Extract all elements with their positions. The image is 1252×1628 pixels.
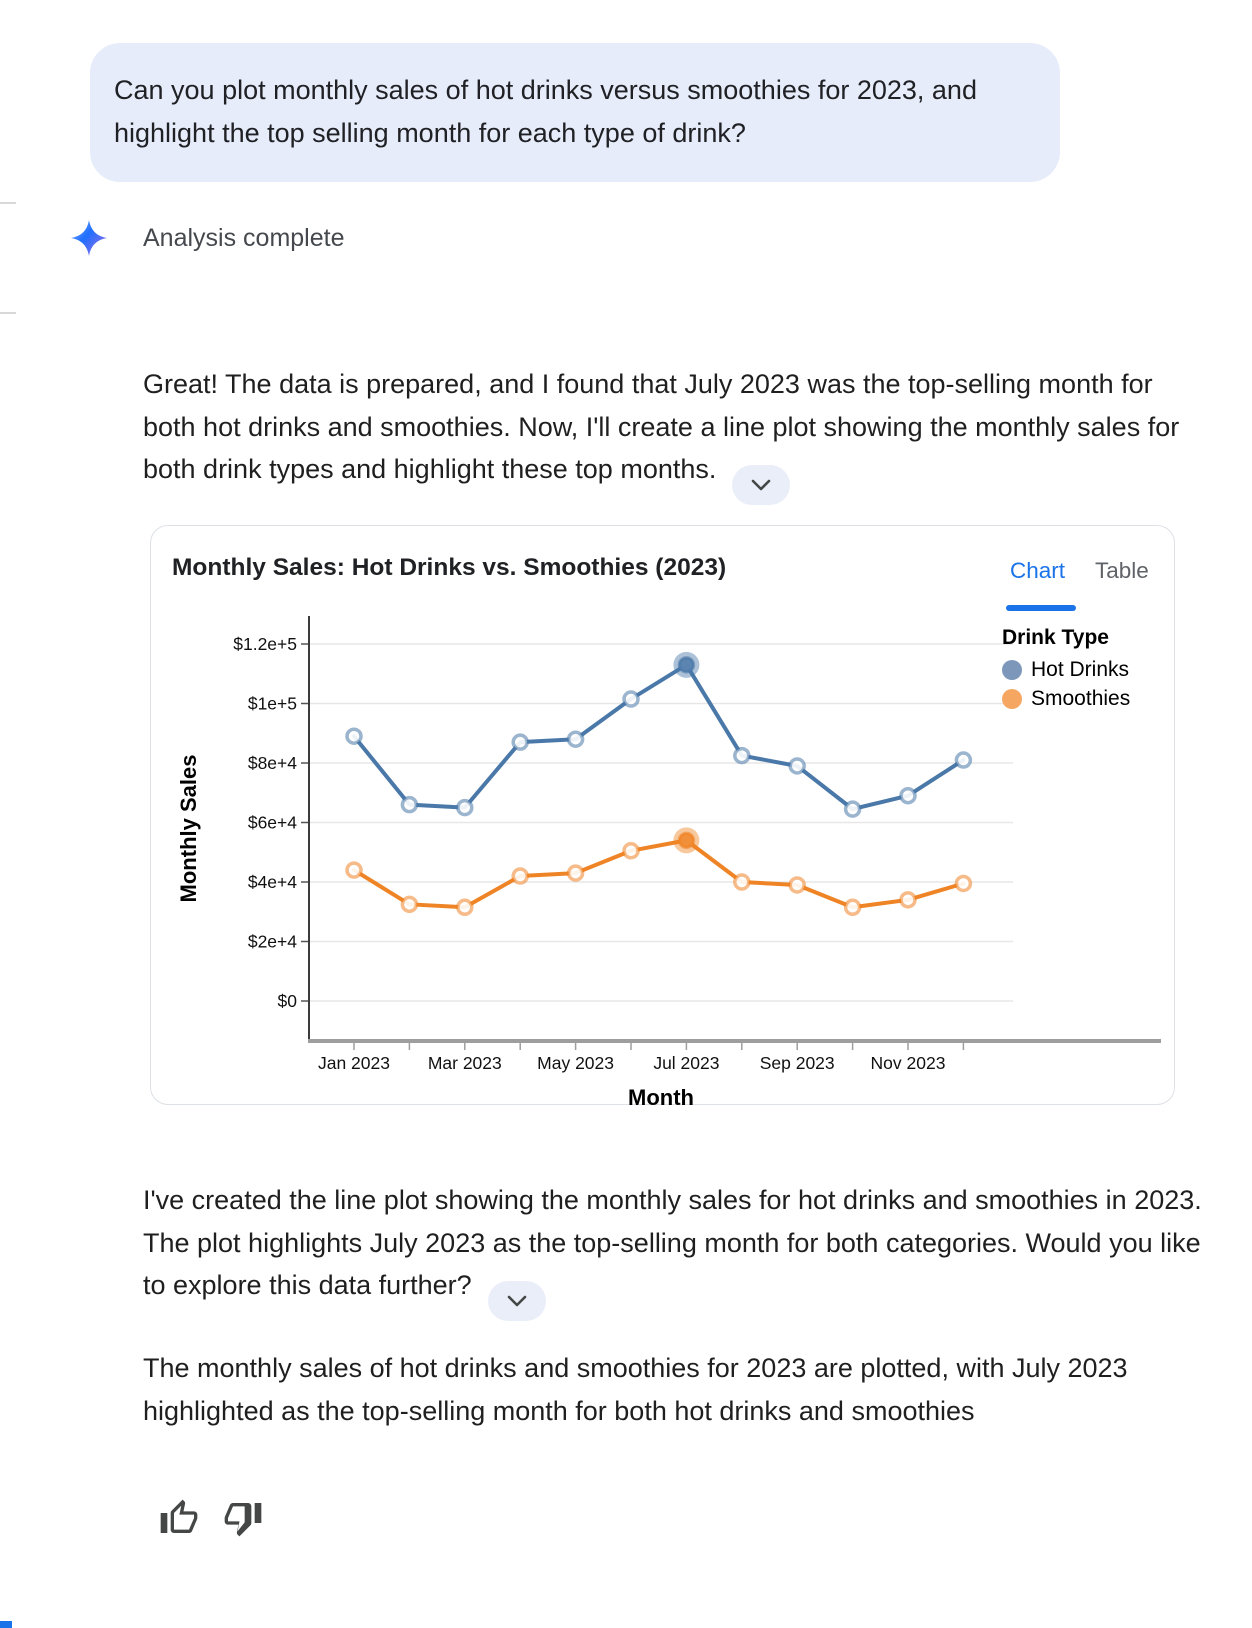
thumb-down-button[interactable] (222, 1498, 264, 1540)
series-line-smoothies (354, 840, 963, 907)
data-point (458, 900, 472, 914)
data-point (402, 897, 416, 911)
status-label: Analysis complete (143, 223, 345, 252)
legend-title: Drink Type (1002, 626, 1109, 649)
data-point (846, 802, 860, 816)
x-tick-label: Jan 2023 (317, 1053, 391, 1073)
highlight-marker-core (679, 833, 694, 848)
data-point (458, 801, 472, 815)
series-line-hot-drinks (354, 665, 963, 809)
thumb-up-icon (159, 1498, 199, 1538)
data-point (790, 878, 804, 892)
y-tick-label: $1e+5 (247, 693, 297, 714)
gemini-sparkle-icon (71, 220, 107, 256)
y-tick-label: $6e+4 (247, 812, 297, 833)
assistant-paragraph-3: The monthly sales of hot drinks and smoothies for 2023 are plotted, with July 2023 highlighted as the top-selling month for both hot drinks and smoothies (143, 1353, 1128, 1426)
y-tick-label: $2e+4 (247, 931, 297, 952)
legend-item-smoothies[interactable]: Smoothies (1002, 687, 1130, 711)
y-tick-label: $1.2e+5 (233, 634, 297, 654)
data-point (402, 798, 416, 812)
x-tick-label: Nov 2023 (870, 1053, 946, 1073)
legend-item-hot-drinks[interactable]: Hot Drinks (1002, 658, 1130, 682)
chart-legend (1002, 626, 1130, 711)
tab-table[interactable]: Table (1095, 558, 1149, 583)
user-message-text: Can you plot monthly sales of hot drinks versus smoothies for 2023, and highlight the top selling month for each type of drink? (114, 75, 977, 148)
data-point (513, 869, 527, 883)
data-point (901, 789, 915, 803)
data-point (624, 692, 638, 706)
feedback-bar (158, 1498, 264, 1540)
smoothies-dot-icon (1002, 689, 1022, 709)
left-edge-tick (0, 312, 16, 314)
x-tick-label: Mar 2023 (427, 1053, 502, 1073)
data-point (569, 866, 583, 880)
data-point (956, 753, 970, 767)
hot-drinks-dot-icon (1002, 660, 1022, 680)
data-point (790, 759, 804, 773)
data-point (569, 732, 583, 746)
x-axis-title: Month (628, 1085, 694, 1106)
analysis-status (71, 220, 344, 256)
data-point (513, 735, 527, 749)
y-tick-label: $8e+4 (247, 753, 297, 773)
assistant-paragraph-2: I've created the line plot showing the monthly sales for hot drinks and smoothies in 2023. The plot highlights July 2023 as the top-selling month for both categories. Would you like to explore this data further? (143, 1179, 1203, 1321)
expand-details-button[interactable] (732, 465, 790, 505)
thumb-down-icon (223, 1498, 263, 1538)
chevron-down-icon (751, 479, 771, 491)
x-tick-label: Jul 2023 (653, 1053, 720, 1073)
chart-card-title: Monthly Sales: Hot Drinks vs. Smoothies (2023) (172, 554, 727, 581)
data-point (347, 863, 361, 877)
tab-chart[interactable]: Chart (1010, 558, 1066, 583)
y-tick-label: $0 (277, 991, 297, 1011)
chart-card (150, 525, 1175, 1105)
scroll-indicator (0, 1621, 12, 1628)
data-point (624, 844, 638, 858)
data-point (735, 875, 749, 889)
highlight-marker-core (679, 657, 694, 672)
y-tick-label: $4e+4 (247, 872, 297, 892)
y-axis-title: Monthly Sales (176, 754, 201, 903)
data-point (735, 749, 749, 763)
data-point (901, 893, 915, 907)
chevron-down-icon (507, 1295, 527, 1307)
expand-details-button-2[interactable] (488, 1281, 546, 1321)
x-tick-label: Sep 2023 (759, 1053, 835, 1073)
data-point (347, 729, 361, 743)
user-message-bubble (90, 43, 1060, 182)
assistant-paragraph-1: Great! The data is prepared, and I found that July 2023 was the top-selling month for both hot drinks and smoothies. Now, I'll create a line plot showing the monthly sales for both drink types and highlight these top months. (143, 363, 1203, 505)
x-tick-label: May 2023 (537, 1053, 615, 1073)
left-edge-tick (0, 202, 16, 204)
data-point (846, 900, 860, 914)
data-point (956, 876, 970, 890)
thumb-up-button[interactable] (158, 1498, 200, 1540)
